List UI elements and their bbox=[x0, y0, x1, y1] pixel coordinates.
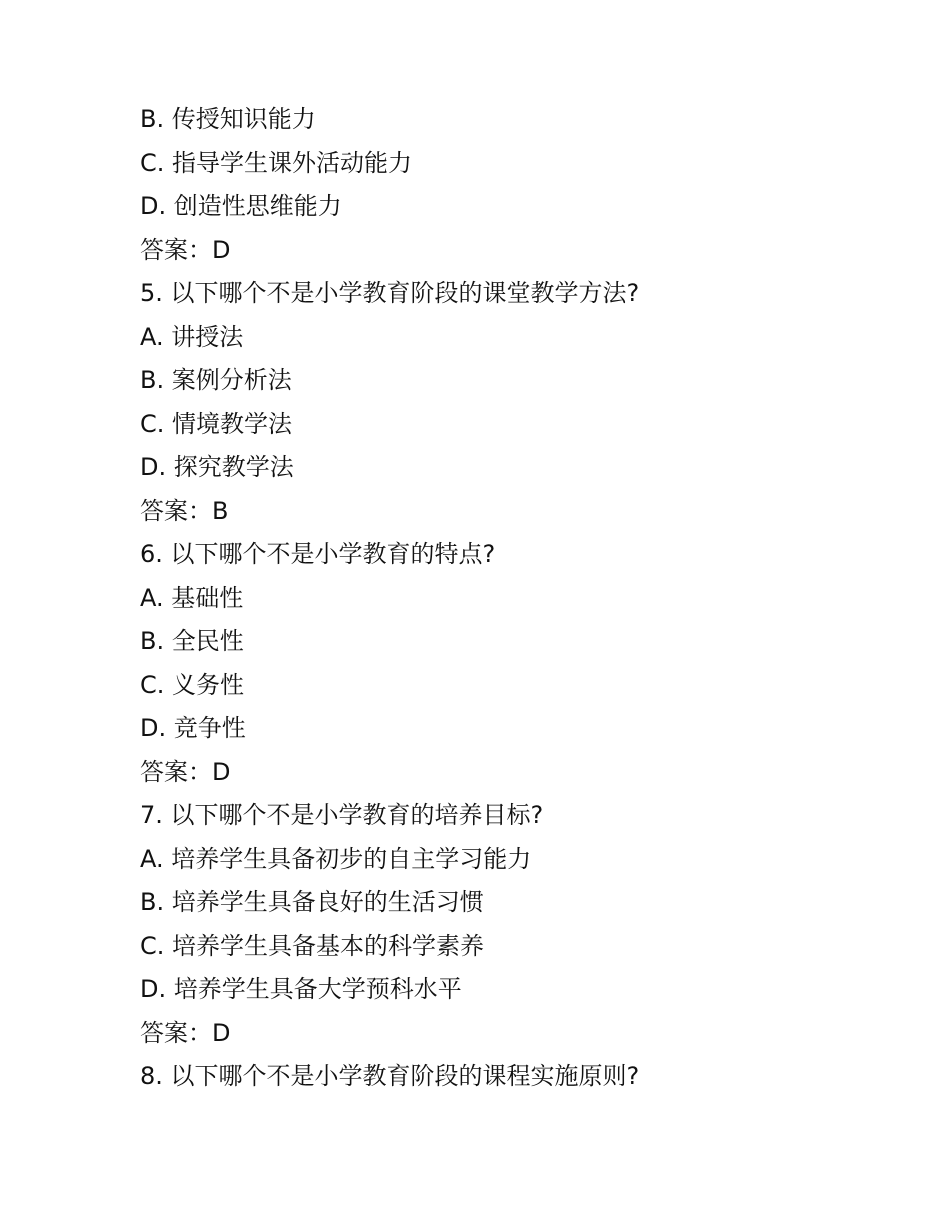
option-c-q4: C. 指导学生课外活动能力 bbox=[140, 148, 413, 177]
answer-q4: 答案：D bbox=[140, 235, 231, 264]
option-a-q6: A. 基础性 bbox=[140, 583, 244, 612]
option-a-q5: A. 讲授法 bbox=[140, 322, 244, 351]
option-d-q6: D. 竞争性 bbox=[140, 714, 246, 742]
answer-q6: 答案：D bbox=[140, 757, 231, 786]
option-d-q4: D. 创造性思维能力 bbox=[140, 192, 342, 220]
question-7: 7. 以下哪个不是小学教育的培养目标? bbox=[140, 801, 544, 829]
document-body bbox=[140, 98, 900, 1099]
option-c-q7: C. 培养学生具备基本的科学素养 bbox=[140, 931, 485, 960]
question-6: 6. 以下哪个不是小学教育的特点? bbox=[140, 540, 496, 568]
option-a-q7: A. 培养学生具备初步的自主学习能力 bbox=[140, 844, 532, 873]
answer-q7: 答案：D bbox=[140, 1018, 231, 1047]
option-d-q5: D. 探究教学法 bbox=[140, 453, 294, 481]
option-b-q6: B. 全民性 bbox=[140, 627, 244, 655]
option-c-q5: C. 情境教学法 bbox=[140, 409, 293, 438]
question-5: 5. 以下哪个不是小学教育阶段的课堂教学方法? bbox=[140, 279, 640, 307]
option-c-q6: C. 义务性 bbox=[140, 670, 245, 699]
option-b-q4: B. 传授知识能力 bbox=[140, 105, 316, 133]
option-b-q7: B. 培养学生具备良好的生活习惯 bbox=[140, 888, 484, 916]
answer-q5: 答案：B bbox=[140, 496, 229, 525]
option-b-q5: B. 案例分析法 bbox=[140, 366, 292, 394]
question-8: 8. 以下哪个不是小学教育阶段的课程实施原则? bbox=[140, 1062, 640, 1090]
option-d-q7: D. 培养学生具备大学预科水平 bbox=[140, 975, 462, 1003]
